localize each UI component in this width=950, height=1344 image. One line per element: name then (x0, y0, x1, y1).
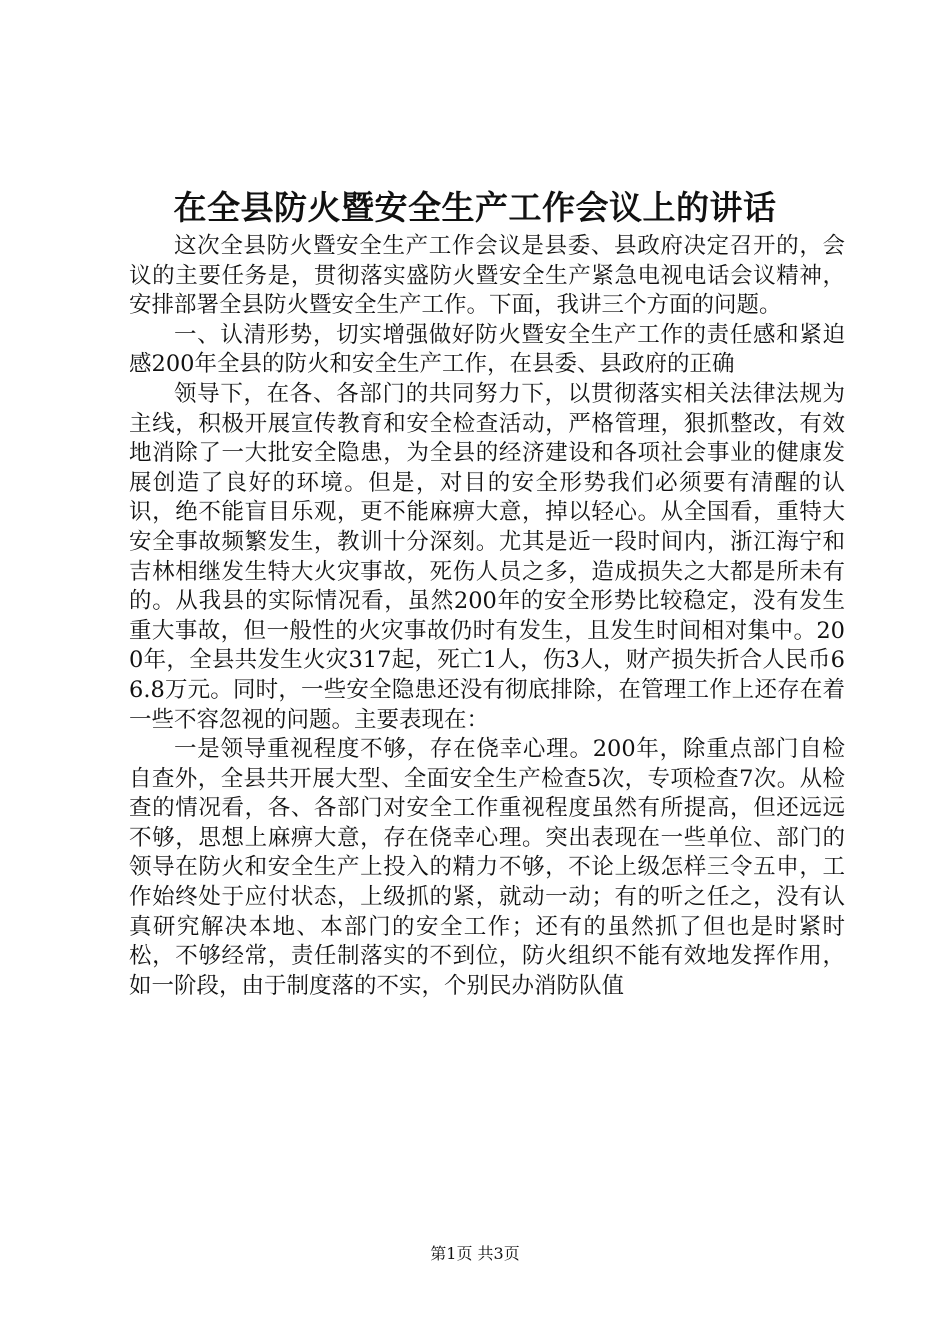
paragraph-situation: 领导下，在各、各部门的共同努力下，以贯彻落实相关法律法规为主线，积极开展宣传教育和安全检查活动，严格管理，狠抓整改，有效地消除了一大批安全隐患，为全县的经济建设和各项社会事业的健康发展创造了良好的环境。但是，对目的安全形势我们必须要有清醒的认识，绝不能盲目乐观，更不能麻痹大意，掉以轻心。从全国看，重特大安全事故频繁发生，教训十分深刻。尤其是近一段时间内，浙江海宁和吉林相继发生特大火灾事故，死伤人员之多，造成损失之大都是所未有的。从我县的实际情况看，虽然200年的安全形势比较稳定，没有发生重大事故，但一般性的火灾事故仍时有发生，且发生时间相对集中。200年，全县共发生火灾317起，死亡1人，伤3人，财产损失折合人民币66.8万元。同时，一些安全隐患还没有彻底排除，在管理工作上还存在着一些不容忽视的问题。主要表现在： (129, 380, 845, 733)
document-body (129, 232, 845, 1001)
paragraph-problem-one: 一是领导重视程度不够，存在侥幸心理。200年，除重点部门自检自查外，全县共开展大型、全面安全生产检查5次，专项检查7次。从检查的情况看，各、各部门对安全工作重视程度虽然有所提高，但还远远不够，思想上麻痹大意，存在侥幸心理。突出表现在一些单位、部门的领导在防火和安全生产上投入的精力不够，不论上级怎样三令五申，工作始终处于应付状态，上级抓的紧，就动一动；有的听之任之，没有认真研究解决本地、本部门的安全工作；还有的虽然抓了但也是时紧时松，不够经常，责任制落实的不到位，防火组织不能有效地发挥作用，如一阶段，由于制度落的不实，个别民办消防队值 (129, 736, 845, 999)
paragraph-section-heading: 一、认清形势，切实增强做好防火暨安全生产工作的责任感和紧迫感200年全县的防火和安全生产工作，在县委、县政府的正确 (129, 321, 845, 378)
page-number-footer: 第1页 共3页 (430, 1244, 520, 1263)
paragraph-intro: 这次全县防火暨安全生产工作会议是县委、县政府决定召开的，会议的主要任务是，贯彻落实盛防火暨安全生产紧急电视电话会议精神，安排部署全县防火暨安全生产工作。下面，我讲三个方面的问题。 (129, 233, 845, 319)
document-title: 在全县防火暨安全生产工作会议上的讲话 (173, 188, 777, 227)
